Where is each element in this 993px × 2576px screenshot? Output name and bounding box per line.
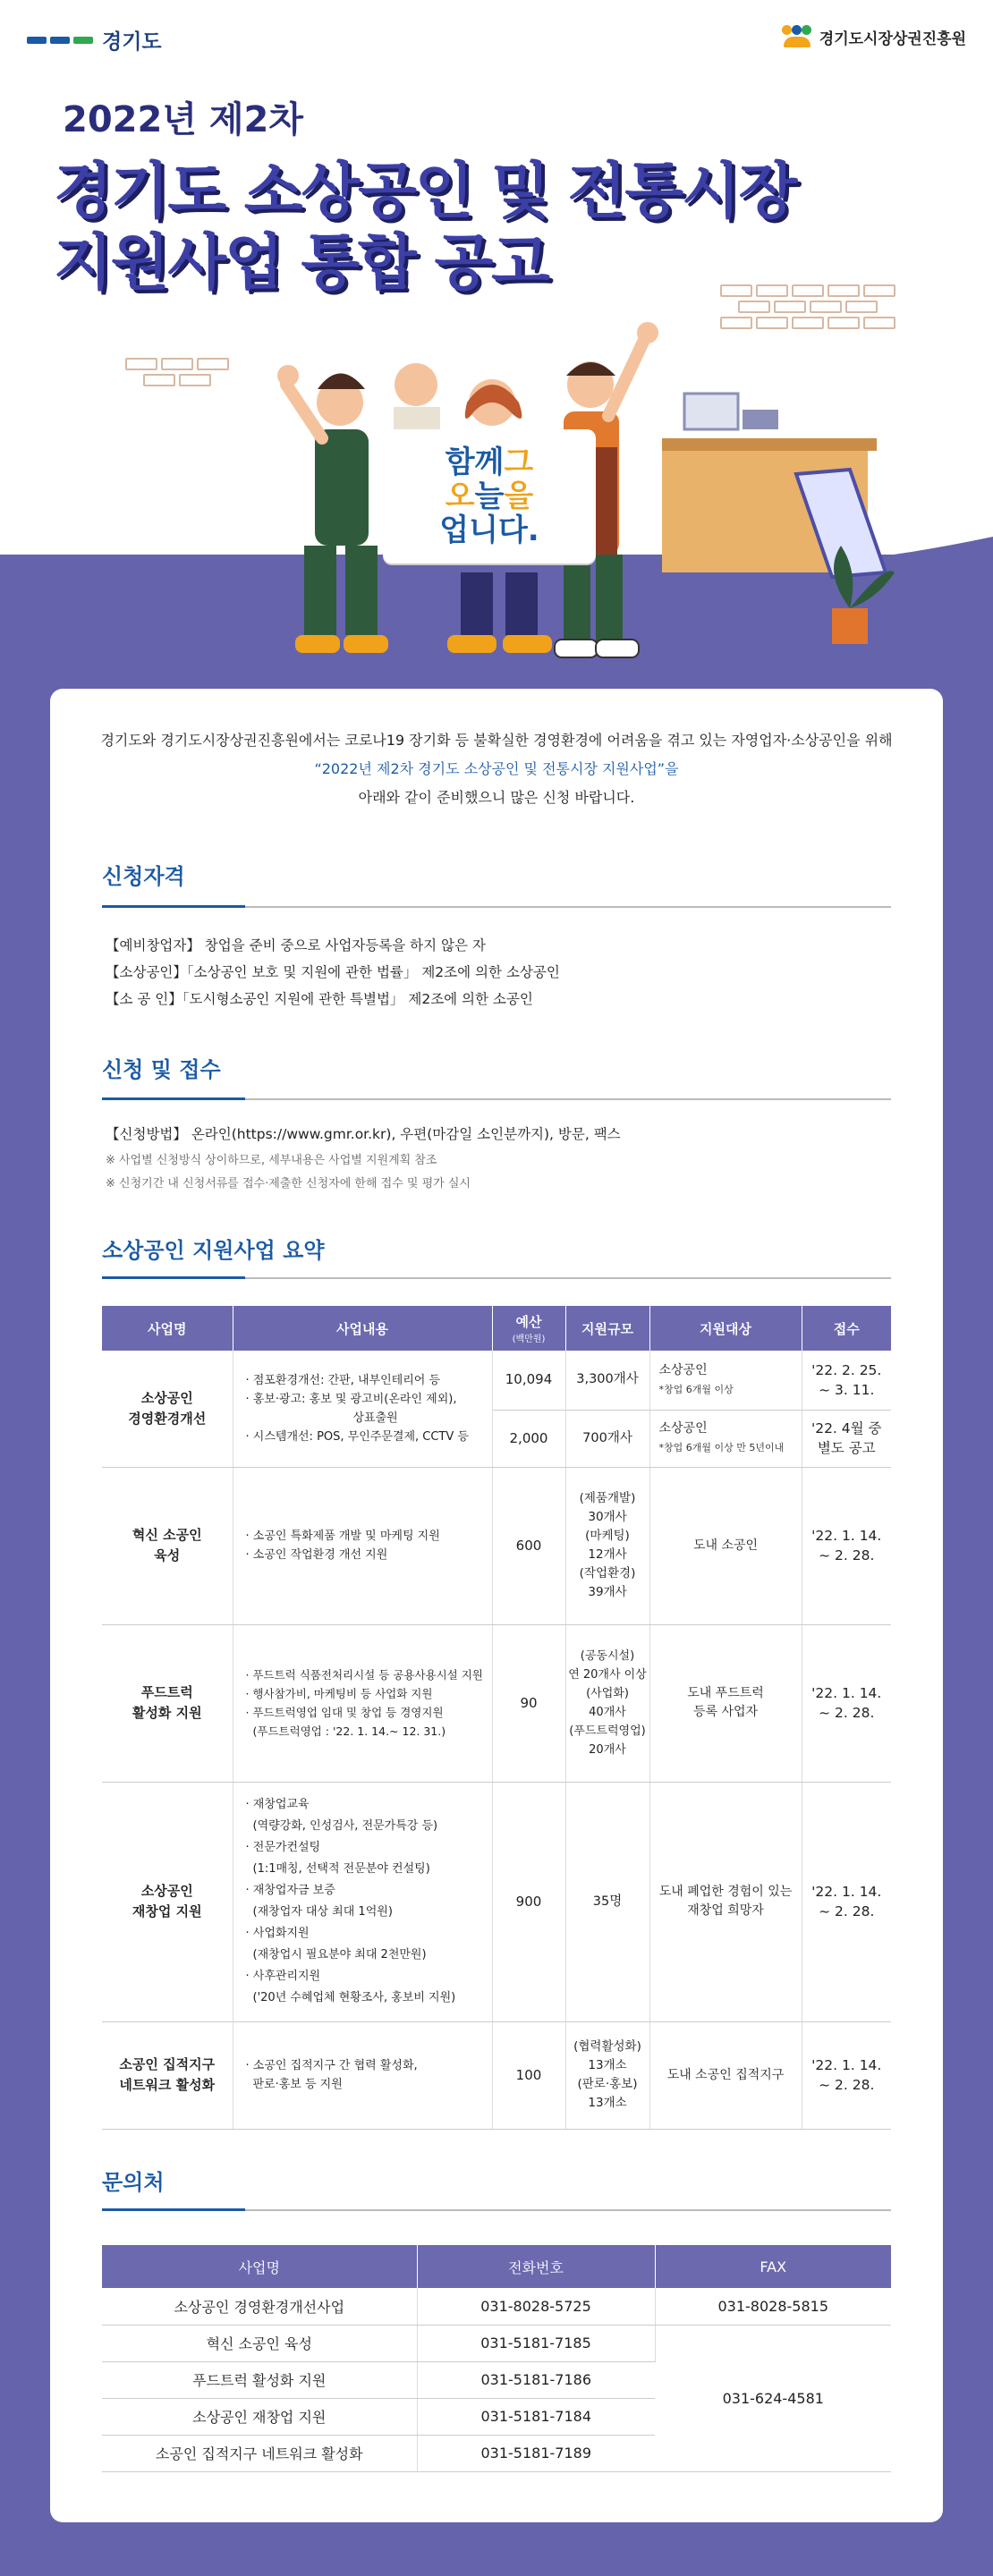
program-period: '22. 1. 14. ~ 2. 28. [802,1782,891,2021]
program-name: 소상공인 경영환경개선 [102,1351,233,1467]
header-content: 사업내용 [233,1306,492,1351]
program-budget: 600 [492,1467,565,1624]
contact-fax[interactable]: 031-624-4581 [655,2325,891,2471]
section-divider [102,1098,891,1100]
intro-line3: 아래와 같이 준비했으니 많은 신청 바랍니다. [358,789,635,806]
program-budget: 90 [492,1624,565,1782]
program-target: 소상공인 *창업 6개월 이상 [649,1351,802,1410]
contact-name: 푸드트럭 활성화 지원 [102,2361,417,2398]
contact-name: 혁신 소공인 육성 [102,2325,417,2361]
program-scale: 35명 [565,1782,649,2021]
program-period: '22. 1. 14. ~ 2. 28. [802,1467,891,1624]
program-name: 혁신 소공인 육성 [102,1467,233,1624]
table-row [102,2288,891,2325]
application-note: ※ 사업별 신청방식 상이하므로, 세부내용은 사업별 지원계획 참조 [106,1154,437,1167]
contact-header-fax: FAX [655,2245,891,2288]
table-row [102,1351,891,1410]
summary-header-row [102,1306,891,1351]
section-divider [102,1277,891,1279]
program-scale: (제품개발) 30개사 (마케팅) 12개사 (작업환경) 39개사 [565,1467,649,1624]
sign-line1b: 그 [504,445,534,480]
sign-line2a: 오 [445,479,475,514]
section-divider [102,2209,891,2211]
intro-line2: “2022년 제2차 경기도 소상공인 및 전통시장 지원사업”을 [314,760,679,777]
contact-table [102,2245,891,2472]
table-row [102,2325,891,2361]
program-budget: 2,000 [492,1410,565,1467]
program-content: · 점포환경개선: 간판, 내부인테리어 등 · 홍보·광고: 홍보 및 광고비(온라인 제외), 상표출원 · 시스템개선: POS, 무인주문결제, CCTV 등 [233,1351,492,1467]
gmr-logo[interactable] [782,25,966,48]
header-scale: 지원규모 [565,1306,649,1351]
gmr-logo-text: 경기도시장상권진흥원 [819,30,966,48]
contact-fax[interactable]: 031-8028-5815 [655,2288,891,2325]
program-scale: (협력활성화) 13개소 (판로·홍보) 13개소 [565,2021,649,2129]
people-icon [782,25,812,48]
header-target: 지원대상 [649,1306,802,1351]
application-note: ※ 신청기간 내 신청서류를 접수·제출한 신청자에 한해 접수 및 평가 실시 [106,1177,471,1191]
table-row [102,1467,891,1624]
sign-line3: 업니다. [439,513,539,548]
program-scale: 700개사 [565,1410,649,1467]
program-content: · 푸드트럭 식품전처리시설 등 공용사용시설 지원 · 행사참가비, 마케팅비 등 사업화 지원 · 푸드트럭영업 임대 및 창업 등 경영지원 (푸드트럭영업 : '22. 1. 14.~ 12. 31.) [233,1624,492,1782]
header-budget-label: 예산 [515,1314,542,1330]
program-period: '22. 2. 25. ~ 3. 11. [802,1351,891,1410]
program-target: 도내 폐업한 경험이 있는 재창업 희망자 [649,1782,802,2021]
sign-board [383,429,596,564]
header-budget [492,1306,565,1351]
summary-title: 소상공인 지원사업 요약 [102,1238,325,1263]
sign-text [439,445,539,547]
program-content: · 소공인 집적지구 간 협력 활성화, 판로·홍보 등 지원 [233,2021,492,2129]
contact-header-phone: 전화번호 [417,2245,655,2288]
brick-decoration [125,358,229,390]
intro-text [50,726,943,812]
intro-line1: 경기도와 경기도시장상권진흥원에서는 코로나19 장기화 등 불확실한 경영환경에 어려움을 겪고 있는 자영업자·소상공인을 위해 [100,732,893,749]
contact-header-name: 사업명 [102,2245,417,2288]
table-row [102,1624,891,1782]
main-title-line1: 경기도 소상공인 및 전통시장 [54,157,796,227]
program-name: 푸드트럭 활성화 지원 [102,1624,233,1782]
contact-name: 소상공인 경영환경개선사업 [102,2288,417,2325]
sign-line2b: 늘 [474,479,505,514]
sign-line1a: 함께 [445,445,505,480]
contact-phone[interactable]: 031-5181-7185 [417,2325,655,2361]
eligibility-title: 신청자격 [102,864,185,889]
year-title: 2022년 제2차 [63,99,304,140]
application-title: 신청 및 접수 [102,1057,221,1082]
program-target: 도내 소공인 집적지구 [649,2021,802,2129]
header-period: 접수 [802,1306,891,1351]
header-name: 사업명 [102,1306,233,1351]
gyeonggi-logo-icon [27,37,93,44]
contact-name: 소상공인 재창업 지원 [102,2398,417,2435]
header-budget-unit: (백만원) [512,1335,546,1344]
program-scale: (공동시설) 연 20개사 이상 (사업화) 40개사 (푸드트럭영업) 20개사 [565,1624,649,1782]
program-period: '22. 1. 14. ~ 2. 28. [802,1624,891,1782]
program-name: 소상공인 재창업 지원 [102,1782,233,2021]
program-name: 소공인 집적지구 네트워크 활성화 [102,2021,233,2129]
program-period: '22. 4월 중 별도 공고 [802,1410,891,1467]
program-content: · 재창업교육 (역량강화, 인성검사, 전문가특강 등) · 전문가컨설팅 (1:1매칭, 선택적 전문분야 컨설팅) · 재창업자금 보증 (재창업자 대상 최대 1억원) · 사업화지원 (재창업시 필요분야 최대 2천만원) · 사후관리지원 ('20년 수혜업체 현황조사, 홍보비 지원) [233,1782,492,2021]
eligibility-item: 【소상공인】「소상공인 보호 및 지원에 관한 법률」 제2조에 의한 소상공인 [106,964,560,980]
program-budget: 900 [492,1782,565,2021]
program-period: '22. 1. 14. ~ 2. 28. [802,2021,891,2129]
program-budget: 100 [492,2021,565,2129]
contact-phone[interactable]: 031-5181-7189 [417,2435,655,2471]
main-title-line2: 지원사업 통합 공고 [54,228,548,299]
program-target: 소상공인 *창업 6개월 이상 만 5년이내 [649,1410,802,1467]
contact-name: 소공인 집적지구 네트워크 활성화 [102,2435,417,2471]
summary-table [102,1306,891,2130]
eligibility-item: 【예비창업자】 창업을 준비 중으로 사업자등록을 하지 않은 자 [106,937,486,953]
application-method: 【신청방법】 온라인(https://www.gmr.or.kr), 우편(마감일 소인분까지), 방문, 팩스 [106,1126,621,1142]
contact-header-row [102,2245,891,2288]
gyeonggi-logo-text: 경기도 [102,30,162,54]
program-budget: 10,094 [492,1351,565,1410]
contact-phone[interactable]: 031-8028-5725 [417,2288,655,2325]
program-content: · 소공인 특화제품 개발 및 마케팅 지원 · 소공인 작업환경 개선 지원 [233,1467,492,1624]
program-target: 도내 푸드트럭 등록 사업자 [649,1624,802,1782]
program-target: 도내 소공인 [649,1467,802,1624]
contact-phone[interactable]: 031-5181-7186 [417,2361,655,2398]
announcement-card [50,689,943,2522]
eligibility-item: 【소 공 인】「도시형소공인 지원에 관한 특별법」 제2조에 의한 소공인 [106,991,533,1007]
sign-line2c: 을 [504,479,534,514]
table-row [102,2021,891,2129]
gyeonggi-logo[interactable] [27,25,162,55]
table-row [102,1782,891,2021]
section-divider [102,906,891,908]
contact-phone[interactable]: 031-5181-7184 [417,2398,655,2435]
contact-title: 문의처 [102,2170,165,2195]
program-scale: 3,300개사 [565,1351,649,1410]
